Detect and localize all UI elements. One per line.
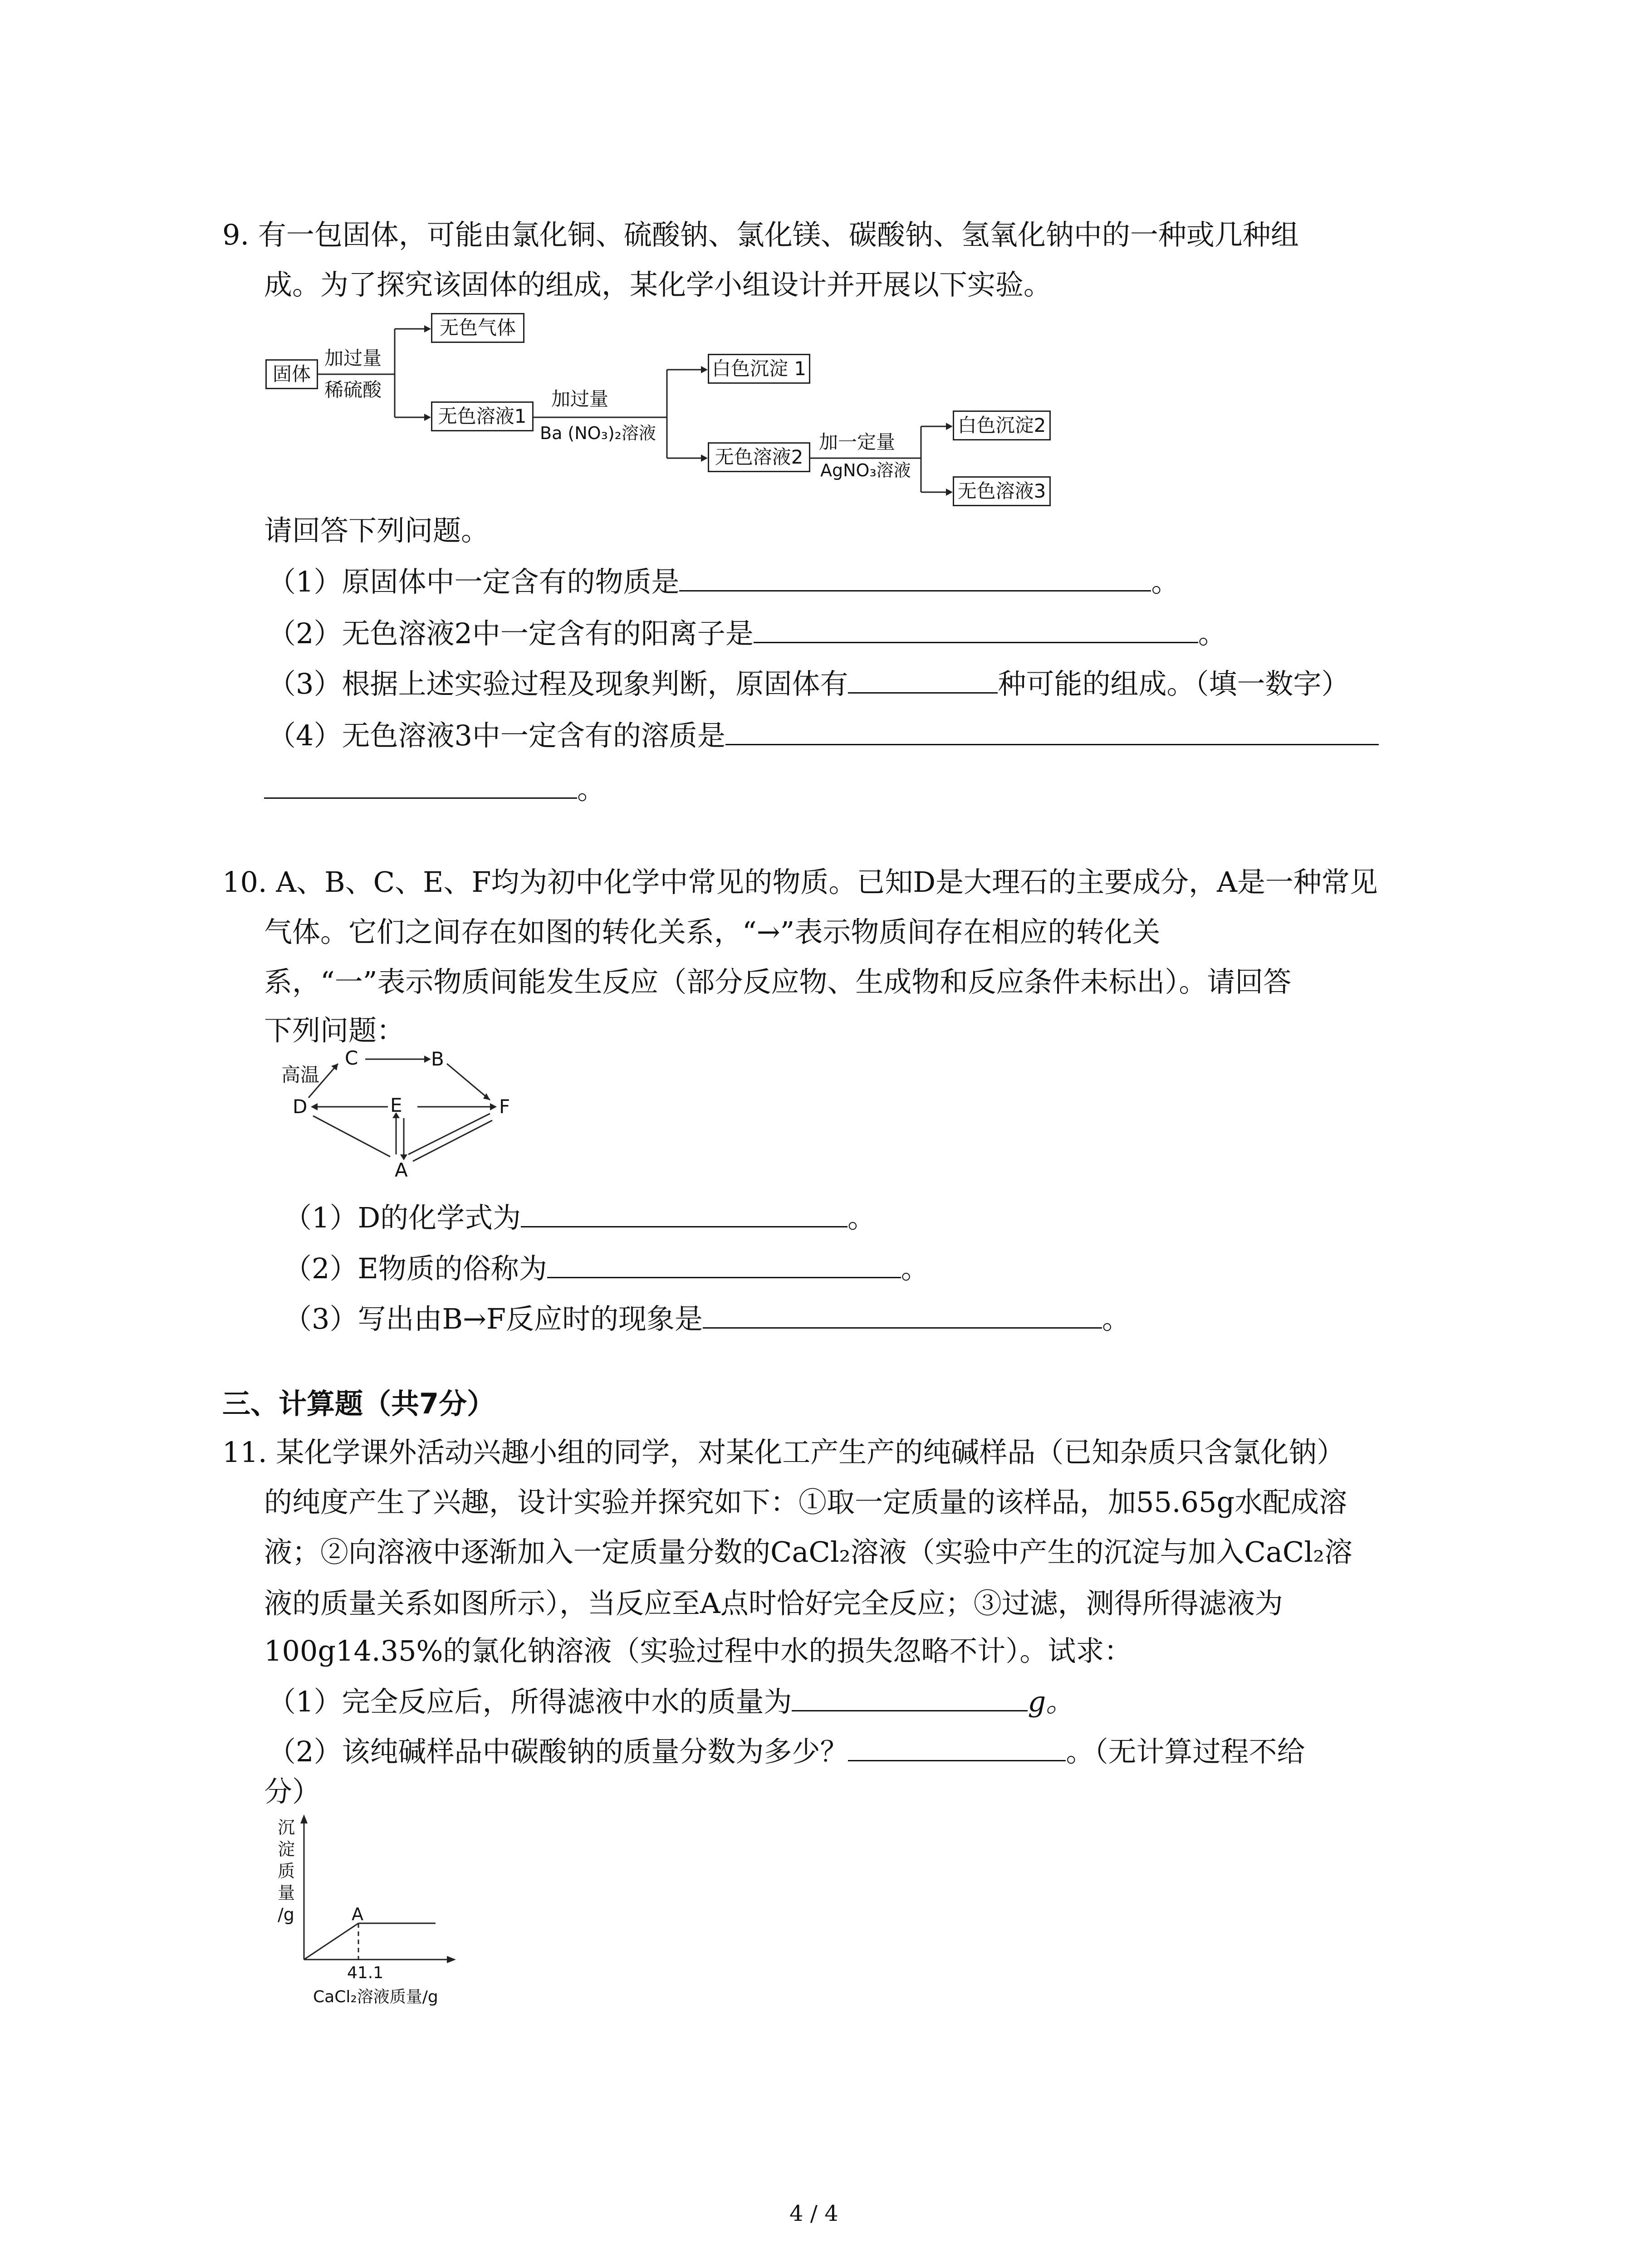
q11-graph-ylabel-1: 淀 [278,1839,295,1859]
flow-solution2: 无色溶液2 [708,442,810,472]
q10-line1: 10. A、B、C、E、F均为初中化学中常见的物质。已知D是大理石的主要成分，A是一种常见 [222,865,1378,899]
page-number: 4 / 4 [789,2201,838,2226]
flow-reagent3-top: 加一定量 [819,431,896,453]
q10-node-B: B [431,1048,444,1070]
q11-sub2-text-a: （2）该纯碱样品中碳酸钠的质量分数为多少？ [268,1735,848,1768]
section3-title: 三、计算题（共7分） [222,1387,495,1420]
q9-sub1-period: 。 [1151,565,1180,598]
q9-sub3-text-a: （3）根据上述实验过程及现象判断，原固体有 [268,667,848,700]
q9-sub1-text: （1）原固体中一定含有的物质是 [268,565,680,598]
q9-sub2-period: 。 [1198,617,1226,650]
q11-graph-ylabel-4: /g [278,1905,294,1925]
flow-reagent2-bottom: Ba (NO₃)₂溶液 [540,423,656,443]
flow-solution3: 无色溶液3 [953,476,1051,506]
flow-solution1: 无色溶液1 [431,401,534,431]
q10-sub3-text: （3）写出由B→F反应时的现象是 [284,1302,703,1335]
q10-sub1-text: （1）D的化学式为 [284,1201,521,1234]
q9-sub3-text-b: 种可能的组成。（填一数字） [998,667,1350,700]
flow-reagent1-top: 加过量 [324,347,382,369]
q11-graph-point-A: A [352,1904,363,1924]
q10-node-D: D [293,1095,308,1118]
flow-precipitate2: 白色沉淀2 [953,411,1051,440]
q10-line3: 系，“一”表示物质间能发生反应（部分反应物、生成物和反应条件未标出）。请回答 [264,965,1292,998]
q11-line2: 的纯度产生了兴趣，设计实验并探究如下：①取一定质量的该样品，加55.65g水配成溶 [264,1486,1347,1519]
q11-graph-ylabel [278,1817,295,1926]
flow-precipitate1: 白色沉淀 1 [708,354,810,384]
q11-graph-xlabel: CaCl₂溶液质量/g [313,1988,438,2006]
q11-line1: 11. 某化学课外活动兴趣小组的同学，对某化工产生产的纯碱样品（已知杂质只含氯化钠） [222,1436,1345,1469]
q9-sub2-text: （2）无色溶液2中一定含有的阳离子是 [268,617,754,650]
q9-prompt: 请回答下列问题。 [264,514,490,547]
q11-graph-ylabel-0: 沉 [278,1818,295,1838]
q10-line2: 气体。它们之间存在如图的转化关系，“→”表示物质间存在相应的转化关 [264,915,1161,948]
flow-reagent1-bottom: 稀硫酸 [324,379,382,401]
q11-graph-xtick: 41.1 [347,1964,384,1982]
q11-sub2-cont: 分） [264,1775,321,1808]
q11-graph-ylabel-3: 量 [278,1883,295,1903]
flow-reagent3-bottom: AgNO₃溶液 [820,460,911,480]
q9-line2: 成。为了探究该固体的组成，某化学小组设计并开展以下实验。 [264,268,1052,301]
q10-node-C: C [345,1047,358,1069]
q10-sub2-text: （2）E物质的俗称为 [284,1252,547,1285]
q11-sub2-text-b: 。（无计算过程不给 [1066,1735,1305,1768]
q10-sub2-period: 。 [901,1252,929,1285]
q10-diagram-gaowen: 高温 [281,1064,320,1086]
q10-node-F: F [499,1095,510,1118]
q10-line4: 下列问题： [264,1014,405,1047]
q10-node-E: E [390,1094,402,1116]
q11-line4: 液的质量关系如图所示），当反应至A点时恰好完全反应；③过滤，测得所得滤液为 [264,1587,1283,1620]
q9-sub4-text: （4）无色溶液3中一定含有的溶质是 [268,719,725,752]
flow-solid: 固体 [265,359,318,389]
q10-node-A: A [395,1159,408,1181]
q11-line5: 100g14.35%的氯化钠溶液（实验过程中水的损失忽略不计）。试求： [264,1634,1132,1667]
flow-reagent2-top: 加过量 [551,388,609,410]
q9-line1: 9. 有一包固体，可能由氯化铜、硫酸钠、氯化镁、碳酸钠、氢氧化钠中的一种或几种组 [222,218,1299,251]
q11-sub1-text-b: g。 [1028,1685,1074,1718]
q10-sub1-period: 。 [847,1201,876,1234]
q11-line3: 液；②向溶液中逐渐加入一定质量分数的CaCl₂溶液（实验中产生的沉淀与加入CaCl₂溶 [264,1535,1353,1569]
q9-sub4-period: 。 [577,772,606,806]
q11-sub1-text-a: （1）完全反应后，所得滤液中水的质量为 [268,1685,792,1718]
q10-sub3-period: 。 [1102,1302,1130,1335]
q11-graph-ylabel-2: 质 [278,1861,295,1881]
flow-gas: 无色气体 [431,313,524,343]
